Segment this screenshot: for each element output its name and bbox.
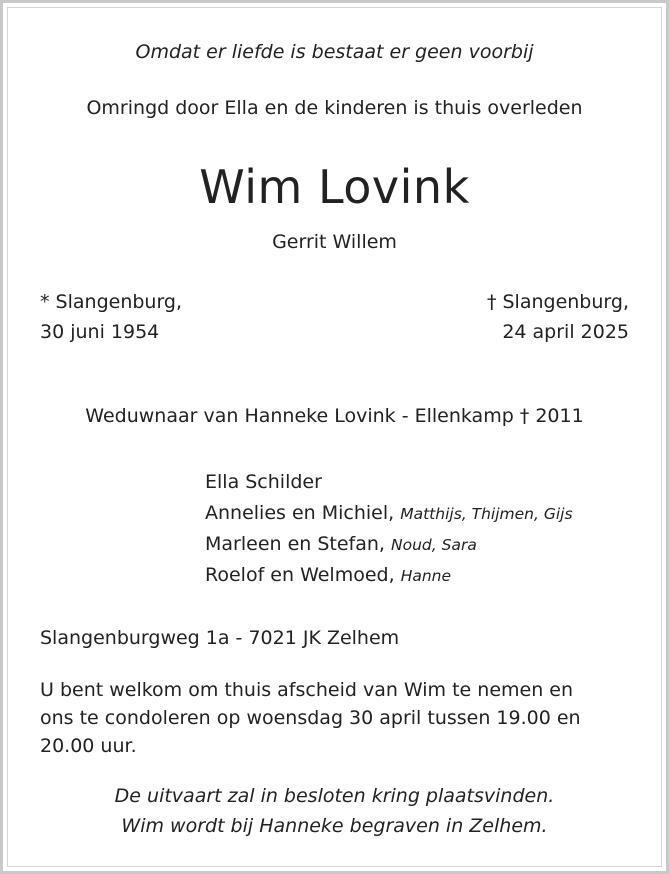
intro-text: Omringd door Ella en de kinderen is thuis overleden <box>86 97 583 119</box>
family-member-main: Annelies en Michiel, <box>205 502 395 524</box>
family-member-main: Ella Schilder <box>205 471 322 493</box>
closing-line: Wim wordt bij Hanneke begraven in Zelhem. <box>121 815 548 837</box>
family-member-main: Marleen en Stefan, <box>205 533 385 555</box>
family-member-children: Hanne <box>400 567 452 585</box>
family-member-main: Roelof en Welmoed, <box>205 564 395 586</box>
widower-text: Weduwnaar van Hanneke Lovink - Ellenkamp † 2011 <box>85 405 584 427</box>
family-member <box>205 563 451 588</box>
farewell-line: 20.00 uur. <box>40 735 137 757</box>
family-member-children: Noud, Sara <box>391 536 477 554</box>
farewell-line: U bent welkom om thuis afscheid van Wim te nemen en <box>40 679 574 701</box>
family-member <box>205 532 477 557</box>
family-member-children: Matthijs, Thijmen, Gijs <box>400 505 573 523</box>
family-member <box>205 501 573 526</box>
farewell-line: ons te condoleren op woensdag 30 april tussen 19.00 en <box>40 707 581 729</box>
address: Slangenburgweg 1a - 7021 JK Zelhem <box>40 627 400 649</box>
deceased-full-name: Gerrit Willem <box>272 231 397 253</box>
closing-line: De uitvaart zal in besloten kring plaatsvinden. <box>114 785 555 807</box>
motto: Omdat er liefde is bestaat er geen voorbij <box>135 41 534 63</box>
death-date: 24 april 2025 <box>502 321 629 343</box>
deceased-name: Wim Lovink <box>199 160 470 214</box>
family-member <box>205 470 322 494</box>
birth-date: 30 juni 1954 <box>40 321 160 343</box>
birth-place: * Slangenburg, <box>40 291 183 313</box>
death-place: † Slangenburg, <box>486 291 629 313</box>
